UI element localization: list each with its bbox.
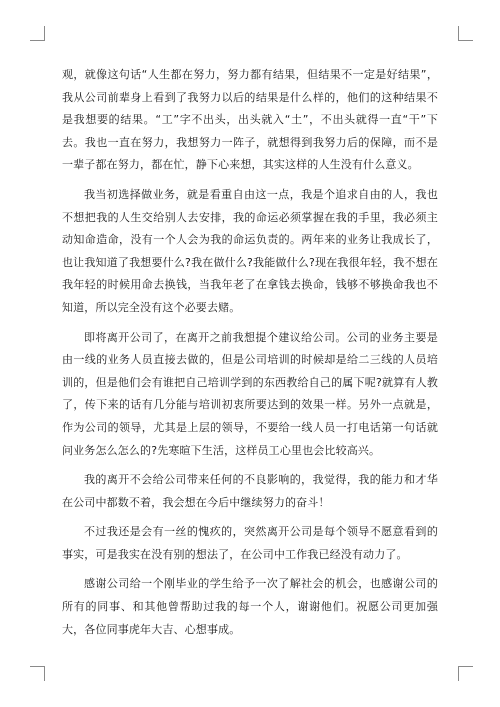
paragraph-suggestion: 即将离开公司了，在离开之前我想提个建议给公司。公司的业务主要是由一线的业务人员直接去做的，但是公司培训的时候却是给二三线的人员培训的，但是他们会有谁把自己培训学到的东西教给自己的属下呢?就算有人教了，传下来的话有几分能与培训初衷所要达到的效果一样。另外一点就是，作为公司的领导，尤其是上层的领导，不要给一线人员一打电话第一句话就问业务怎么怎么的?先寒暄下生活，这样员工心里也会比较高兴。 <box>62 330 438 457</box>
document-body <box>62 64 438 648</box>
paragraph-no-impact: 我的离开不会给公司带来任何的不良影响的，我觉得，我的能力和才华在公司中都数不着，我会想在今后中继续努力的奋斗！ <box>62 473 438 509</box>
paragraph-continuation: 观，就像这句话“人生都在努力，努力都有结果，但结果不一定是好结果”，我从公司前辈身上看到了我努力以后的结果是什么样的，他们的这种结果不是我想要的结果。“工”字不出头，出头就入“土”，不出头就得一直“干”下去。我也一直在努力，我想努力一阵子，就想得到我努力后的保障，而不是一辈子都在努力，都在忙，静下心来想，其实这样的人生没有什么意义。 <box>62 68 438 172</box>
crop-mark-bottom-right <box>458 666 473 681</box>
paragraph-career-choice: 我当初选择做业务，就是看重自由这一点，我是个追求自由的人，我也不想把我的人生交给别人去安排，我的命运必须掌握在我的手里，我必须主动知命造命，没有一个人会为我的命运负责的。两年来的业务让我成长了，也让我知道了我想要什么?我在做什么?我能做什么?现在我很年轻，我不想在我年轻的时候用命去换钱，当我年老了在拿钱去换命，钱够不够换命我也不知道，所以完全没有这个必要去赌。 <box>62 187 438 314</box>
paragraph-regret: 不过我还是会有一丝的愧疚的，突然离开公司是每个领导不愿意看到的事实，可是我实在没有别的想法了，在公司中工作我已经没有动力了。 <box>62 525 438 561</box>
crop-mark-top-left <box>30 26 45 41</box>
paragraph-thanks: 感谢公司给一个刚毕业的学生给予一次了解社会的机会，也感谢公司的所有的同事、和其他曾帮助过我的每一个人，谢谢他们。祝愿公司更加强大，各位同事虎年大吉、心想事成。 <box>62 577 438 636</box>
crop-mark-top-right <box>458 26 473 41</box>
crop-mark-bottom-left <box>30 666 45 681</box>
